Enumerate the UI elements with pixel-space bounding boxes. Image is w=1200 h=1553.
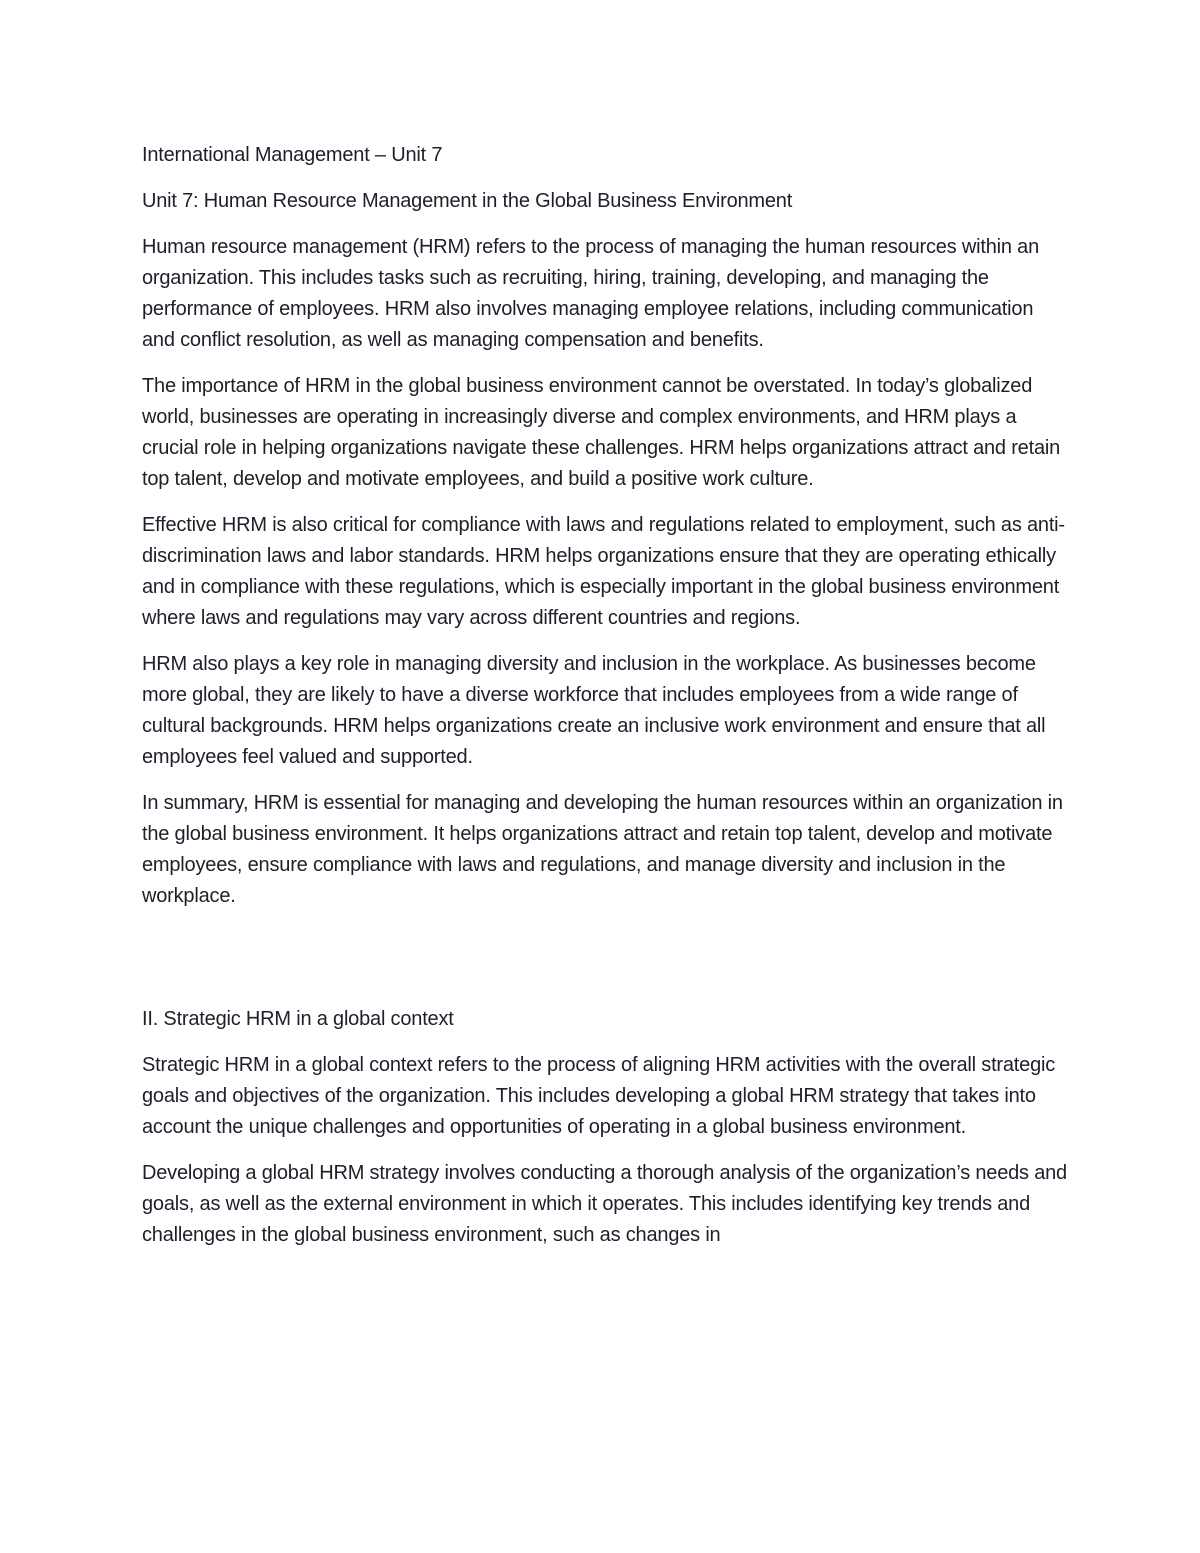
paragraph-hrm-summary: In summary, HRM is essential for managing and developing the human resources within an organization in the global business environment. It helps organizations attract and retain top talent, develop and motivate employees, ensure compliance with laws and regulations, and manage diversity and inclusion in the workplace. <box>142 792 1063 907</box>
section-spacer <box>142 927 1067 1004</box>
document-body <box>142 140 1067 1266</box>
unit-heading: Unit 7: Human Resource Management in the Global Business Environment <box>142 190 793 212</box>
section2-heading: II. Strategic HRM in a global context <box>142 1008 454 1030</box>
document-title-line: International Management – Unit 7 <box>142 144 443 166</box>
paragraph-global-hrm-strategy: Developing a global HRM strategy involves conducting a thorough analysis of the organization’s needs and goals, as well as the external environment in which it operates. This includes identifying key trends and challenges in the global business environment, such as changes in <box>142 1162 1067 1246</box>
paragraph-hrm-importance: The importance of HRM in the global business environment cannot be overstated. In today’s globalized world, businesses are operating in increasingly diverse and complex environments, and HRM plays a crucial role in helping organizations navigate these challenges. HRM helps organizations attract and retain top talent, develop and motivate employees, and build a positive work culture. <box>142 375 1061 490</box>
paragraph-hrm-compliance: Effective HRM is also critical for compliance with laws and regulations related to employment, such as anti-discrimination laws and labor standards. HRM helps organizations ensure that they are operating ethically and in compliance with these regulations, which is especially important in the global business environment where laws and regulations may vary across different countries and regions. <box>142 514 1065 629</box>
paragraph-hrm-diversity: HRM also plays a key role in managing diversity and inclusion in the workplace. As businesses become more global, they are likely to have a diverse workforce that includes employees from a wide range of cultural backgrounds. HRM helps organizations create an inclusive work environment and ensure that all employees feel valued and supported. <box>142 653 1046 768</box>
paragraph-hrm-definition: Human resource management (HRM) refers to the process of managing the human resources within an organization. This includes tasks such as recruiting, hiring, training, developing, and managing the performance of employees. HRM also involves managing employee relations, including communication and conflict resolution, as well as managing compensation and benefits. <box>142 236 1039 351</box>
paragraph-strategic-hrm: Strategic HRM in a global context refers to the process of aligning HRM activities with the overall strategic goals and objectives of the organization. This includes developing a global HRM strategy that takes into account the unique challenges and opportunities of operating in a global business environment. <box>142 1054 1056 1138</box>
